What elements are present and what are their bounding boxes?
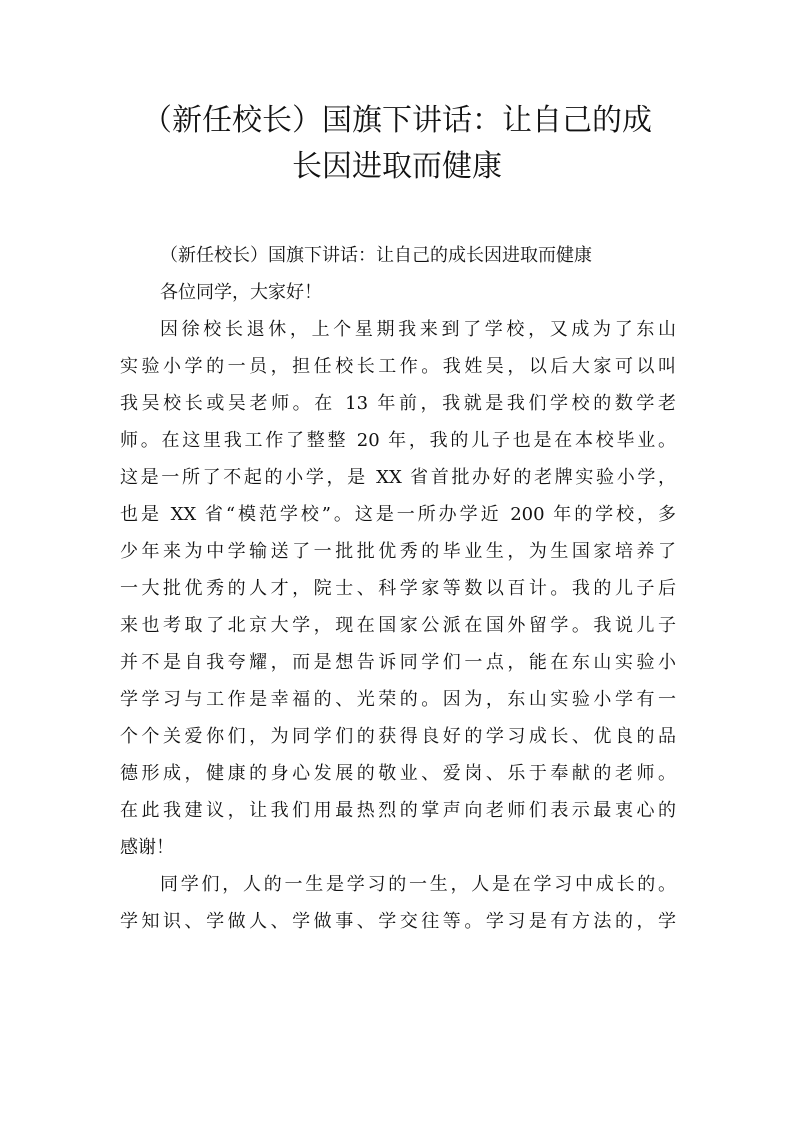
text-line: 在此我建议，让我们用最热烈的掌声向老师们表示最衷心的 (120, 800, 676, 821)
text-line: 师。在这里我工作了整整 20 年，我的儿子也是在本校毕业。 (120, 430, 676, 451)
paragraph-introduction (120, 311, 676, 866)
text-line: 学学习与工作是幸福的、光荣的。因为，东山实验小学有一 (120, 689, 676, 710)
text-line: 同学们，人的一生是学习的一生，人是在学习中成长的。 (160, 874, 676, 895)
text-line: 各位同学，大家好！ (160, 282, 322, 303)
text-line: 感谢！ (120, 837, 174, 858)
text-line: 学知识、学做人、学做事、学交往等。学习是有方法的，学 (120, 911, 676, 932)
text-line: 并不是自我夸耀，而是想告诉同学们一点，能在东山实验小 (120, 652, 676, 673)
paragraph-greeting (120, 274, 676, 311)
text-line: 因徐校长退休，上个星期我来到了学校，又成为了东山 (160, 319, 676, 340)
text-line: 少年来为中学输送了一批批优秀的毕业生，为生国家培养了 (120, 541, 676, 562)
text-line: 实验小学的一员，担任校长工作。我姓吴，以后大家可以叫 (120, 356, 676, 377)
title-line: 长因进取而健康 (292, 149, 502, 184)
text-line: 一大批优秀的人才，院士、科学家等数以百计。我的儿子后 (120, 578, 676, 599)
text-line: 也是 XX 省“模范学校”。这是一所办学近 200 年的学校，多 (120, 504, 676, 525)
text-line: （新任校长）国旗下讲话：让自己的成长因进取而健康 (160, 245, 592, 266)
text-line: 这是一所了不起的小学，是 XX 省首批办好的老牌实验小学， (120, 467, 676, 488)
paragraph-learning (120, 866, 676, 940)
text-line: 德形成，健康的身心发展的敬业、爱岗、乐于奉献的老师。 (120, 763, 676, 784)
title-line: （新任校长）国旗下讲话：让自己的成 (142, 103, 652, 138)
text-line: 个个关爱你们，为同学们的获得良好的学习成长、优良的品 (120, 726, 676, 747)
document-title (110, 98, 684, 190)
document-body (120, 237, 676, 940)
text-line: 我吴校长或吴老师。在 13 年前，我就是我们学校的数学老 (120, 393, 676, 414)
text-line: 来也考取了北京大学，现在国家公派在国外留学。我说儿子 (120, 615, 676, 636)
paragraph-subtitle (120, 237, 676, 274)
